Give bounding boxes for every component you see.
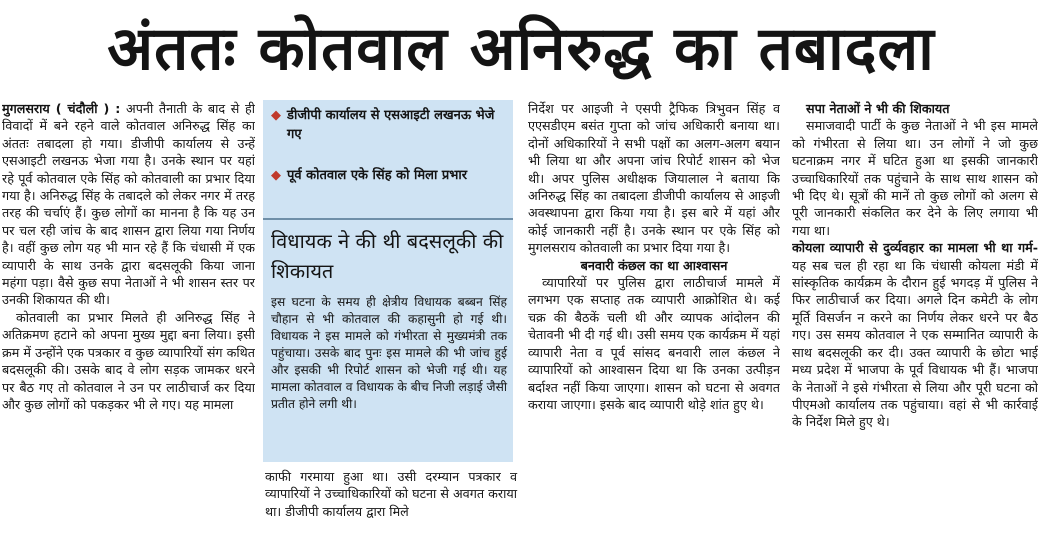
bullet-2-text: पूर्व कोतवाल एके सिंह को मिला प्रभार xyxy=(287,168,468,183)
box-body-text: इस घटना के समय ही क्षेत्रीय विधायक बब्बन सिंह चौहान से भी कोतवाल की कहासुनी हो गई थी। विधायक ने इस मामले को गंभीरता से मुख्यमंत्री तक पहुंचाया। उसके बाद पुनः इस मामले की भी जांच हुई और इसकी भी रिपोर्ट शासन को भेजी गई थी। यह मामला कोतवाल व विधायक के बीच निजी लड़ाई जैसी प्रतीत होने लगी थी। xyxy=(271,295,507,411)
column-4-lead: कोयला व्यापारी से दुर्व्यवहार का मामला भी था गर्म- xyxy=(792,240,1038,256)
box-subhead: विधायक ने की थी बदसलूकी की शिकायत xyxy=(271,229,504,283)
column-1-paragraph-1 xyxy=(2,100,255,309)
highlight-box xyxy=(263,100,513,462)
column-2-bottom-text: काफी गरमाया हुआ था। उसी दरम्यान पत्रकार व व्यापारियों ने उच्चाधिकारियों को घटना से अवगत कराया था। डीजीपी कार्यालय द्वारा मिले xyxy=(265,469,517,519)
column-4-text-2: यह सब चल ही रहा था कि चंधासी कोयला मंडी में सांस्कृतिक कार्यक्रम के दौरान हुई भगदड़ में पुलिस ने फिर लाठीचार्ज कर दिया। अगले दिन कमेटी के लोग मूर्ति विसर्जन न करने का निर्णय लेकर धरने पर बैठ गए। उस समय कोतवाल ने एक सम्मानित व्यापारी के साथ बदसलूकी कर दी। उक्त व्यापारी के छोटा भाई मध्य प्रदेश में भाजपा के पूर्व विधायक भी हैं। भाजपा के नेताओं ने इसे गंभीरता से लिया और पूरी घटना को पीएमओ कार्यालय तक पहुंचाया। वहां से भी कार्रवाई के निर्देश मिले हुए थे। xyxy=(792,257,1038,430)
article-column-4 xyxy=(792,100,1038,530)
highlight-bullet-2 xyxy=(271,166,507,185)
column-4-paragraph-2 xyxy=(792,239,1038,430)
column-1-paragraph-2: कोतवाली का प्रभार मिलते ही अनिरुद्ध सिंह ने अतिक्रमण हटाने को अपना मुख्य मुद्दा बना लिया। इसी क्रम में उन्होंने एक पत्रकार व कुछ व्यापारियों संग कथित बदसलूकी की। उसके बाद वे लोग सड़क जामकर धरने पर बैठ गए तो कोतवाल ने उन पर लाठीचार्ज कर दिया और कुछ लोगों को पकड़कर भी ले गए। यह मामला xyxy=(2,309,255,412)
column-3-paragraph-1: निर्देश पर आइजी ने एसपी ट्रैफिक त्रिभुवन सिंह व एएसडीएम बसंत गुप्ता को जांच अधिकारी बनाया था। दोनों अधिकारियों ने सभी पक्षों का अलग-अलग बयान भी लिया था और अपना जांच रिपोर्ट शासन को भेज थी। अपर पुलिस अधीक्षक जियालाल ने बताया कि अनिरुद्ध सिंह का तबादला डीजीपी कार्यालय से आइजी अवस्थापना द्वारा किया गया है। इस बारे में यहां और कोई जानकारी नहीं है। उनके स्थान पर एके सिंह को मुगलसराय कोतवाली का प्रभार दिया गया है। xyxy=(528,101,780,256)
headline: अंततः कोतवाल अनिरुद्ध का तबादला xyxy=(107,14,935,84)
column-3-subhead: बनवारी कंछल का था आश्वासन xyxy=(580,257,728,273)
highlight-bullet-1 xyxy=(271,106,507,144)
diamond-bullet-icon: ◆ xyxy=(271,108,281,123)
column-3-paragraph-2: व्यापारियों पर पुलिस द्वारा लाठीचार्ज मामले में लगभग एक सप्ताह तक व्यापारी आक्रोशित थे। कई चक्र की बैठकें चली थी और व्यापक आंदोलन की चेतावनी भी दी गई थी। उसी समय एक कार्यक्रम में यहां व्यापारी नेता व पूर्व सांसद बनवारी लाल कंछल ने व्यापारियों को आश्वासन दिया था कि उनका उत्पीड़न बर्दाश्त नहीं किया जाएगा। शासन को घटना से अवगत कराया जाएगा। इसके बाद व्यापारी थोड़े शांत हुए थे। xyxy=(528,275,780,412)
box-divider xyxy=(263,218,513,220)
column-1-text-1: अपनी तैनाती के बाद से ही विवादों में बने रहने वाले कोतवाल अनिरुद्ध सिंह का अंततः तबादला हो गया। डीजीपी कार्यालय से उन्हें एसआइटी लखनऊ भेजा गया है। उनके स्थान पर यहां रहे पूर्व कोतवाल एके सिंह को कोतवाली का प्रभार दिया गया है। अनिरुद्ध सिंह के तबादले को लेकर नगर में तरह तरह की चर्चाएं हैं। कुछ लोगों का मानना है कि यह उन पर चल रही जांच के बाद शासन द्वारा लिया गया निर्णय है। वहीं कुछ लोग यह भी मान रहे हैं कि चंधासी में एक व्यापारी के साथ उनके द्वारा बदसलूकी किया जाना महंगा पड़ा। वैसे कुछ सपा नेताओं ने भी शासन स्तर पर उनकी शिकायत की थी। xyxy=(2,101,255,308)
article-column-3 xyxy=(528,100,780,530)
diamond-bullet-icon: ◆ xyxy=(271,168,281,183)
column-4-subhead: सपा नेताओं ने भी की शिकायत xyxy=(806,101,950,116)
dateline: मुगलसराय ( चंदौली ) : xyxy=(2,101,121,116)
column-4-paragraph-1: समाजवादी पार्टी के कुछ नेताओं ने भी इस मामले को गंभीरता से लिया था। उन लोगों ने जो कुछ घटनाक्रम नगर में घटित हुआ था इसकी जानकारी उच्चाधिकारियों तक पहुंचाने के साथ साथ शासन को भी दिए थे। सूत्रों की मानें तो कुछ लोगों को अलग से पूरी जानकारी संकलित कर देने के लिए लगाया भी गया था। xyxy=(792,118,1038,238)
bullet-1-text: डीजीपी कार्यालय से एसआइटी लखनऊ भेजे गए xyxy=(287,108,495,142)
article-column-1 xyxy=(2,100,255,530)
